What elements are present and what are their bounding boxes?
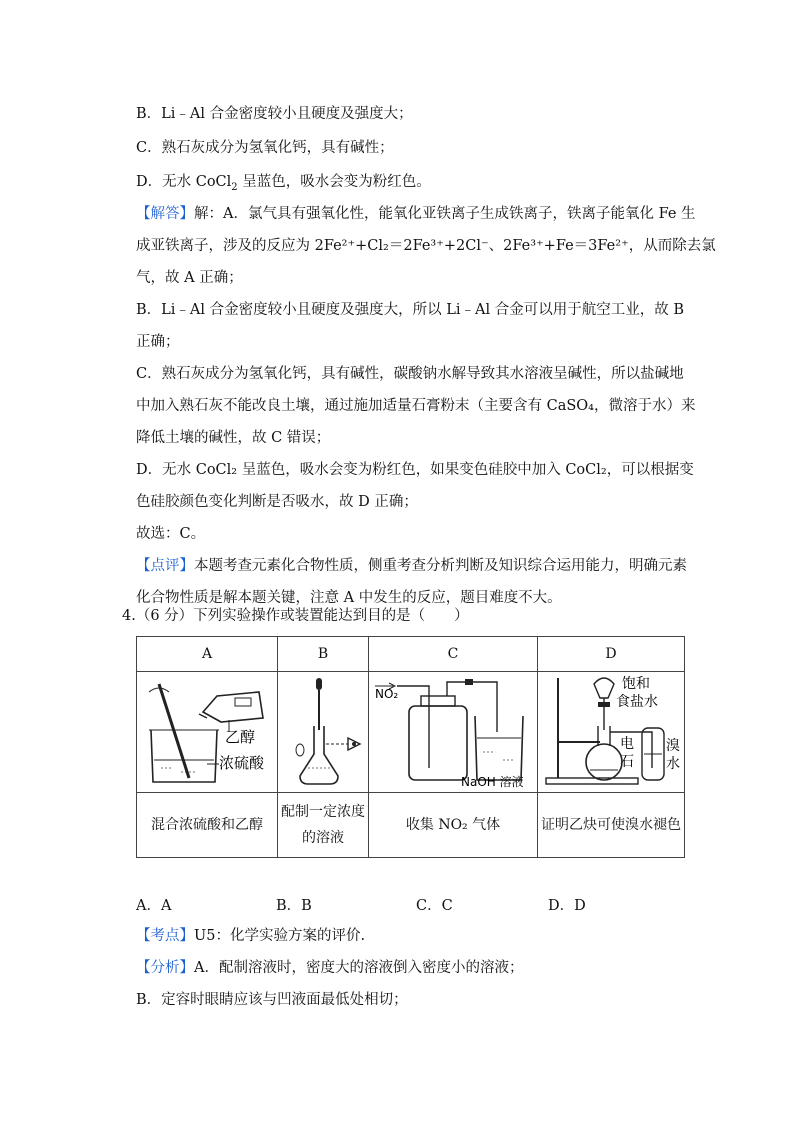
c-answer-line-2: 中加入熟石灰不能改良土壤，通过施加适量石膏粉末（主要含有 CaSO₄，微溶于水）来 <box>136 398 696 414</box>
dianping-line-2: 化合物性质是解本题关键，注意 A 中发生的反应，题目难度不大。 <box>136 590 562 606</box>
caption-a: 混合浓硫酸和乙醇 <box>137 793 278 858</box>
choice-a: A．A <box>136 898 172 914</box>
figure-d-label-5: 溴 <box>666 738 680 754</box>
c-answer-line-3: 降低土壤的碱性，故 C 错误； <box>136 430 331 446</box>
header-d: D <box>538 637 685 672</box>
d-answer-line-2: 色硅胶颜色变化判断是否吸水，故 D 正确； <box>136 494 418 510</box>
caption-d: 证明乙炔可使溴水褪色 <box>538 793 685 858</box>
figure-d-label-2: 食盐水 <box>616 694 658 710</box>
d-answer-line-1: D．无水 CoCl₂ 呈蓝色，吸水会变为粉红色，如果变色硅胶中加入 CoCl₂，可以根据变 <box>136 462 694 478</box>
caption-b-line-1: 配制一定浓度 <box>281 804 365 820</box>
fenxi-tag: 【分析】 <box>136 960 194 976</box>
caption-c: 收集 NO₂ 气体 <box>369 793 538 858</box>
figure-b-apparatus <box>278 672 368 788</box>
figure-a-label-ethanol: 乙醇 <box>225 728 256 746</box>
fenxi-line-2: B．定容时眼睛应该与凹液面最低处相切； <box>136 992 408 1008</box>
question-table <box>136 636 685 858</box>
jieda-line-2: 成亚铁离子，涉及的反应为 2Fe²⁺+Cl₂＝2Fe³⁺+2Cl⁻、2Fe³⁺+Fe＝3Fe²⁺，从而除去氯 <box>136 238 716 254</box>
header-b: B <box>278 637 369 672</box>
figure-c-cell <box>369 672 538 793</box>
dianping-line-1 <box>136 556 696 576</box>
question-stem: 4.（6 分）下列实验操作或装置能达到目的是（ ） <box>122 608 469 624</box>
figure-d-label-4: 石 <box>620 754 634 770</box>
header-a: A <box>137 637 278 672</box>
figure-a-label-acid: 浓硫酸 <box>219 754 265 772</box>
figure-a-apparatus <box>137 672 277 788</box>
kaodian-text: U5：化学实验方案的评价. <box>194 928 366 944</box>
jieda-line-1 <box>136 204 696 224</box>
dianping-tag: 【点评】 <box>136 558 194 574</box>
option-d-sub: 2 <box>231 181 238 193</box>
caption-b-line-2: 的溶液 <box>302 830 344 846</box>
fenxi-text-1: A．配制溶液时，密度大的溶液倒入密度小的溶液； <box>194 960 524 976</box>
jieda-tag: 【解答】 <box>136 206 194 222</box>
kaodian-line <box>136 926 696 946</box>
header-c: C <box>369 637 538 672</box>
kaodian-tag: 【考点】 <box>136 928 194 944</box>
option-b-line: B．Li﹣Al 合金密度较小且硬度及强度大； <box>136 106 413 122</box>
option-d-line <box>136 172 696 192</box>
figure-c-label-gas: NO₂ <box>375 687 399 701</box>
figure-c-apparatus <box>369 672 537 788</box>
jieda-line-3: 气，故 A 正确； <box>136 270 243 286</box>
figure-d-apparatus <box>538 672 684 788</box>
figure-d-label-1: 饱和 <box>622 676 650 692</box>
choice-d: D．D <box>548 898 586 914</box>
c-answer-line-1: C．熟石灰成分为氢氧化钙，具有碱性，碳酸钠水解导致其水溶液呈碱性，所以盐碱地 <box>136 366 684 382</box>
fenxi-line-1 <box>136 958 696 978</box>
b-answer-line-1: B．Li﹣Al 合金密度较小且硬度及强度大，所以 Li﹣Al 合金可以用于航空工业，故 B <box>136 302 684 318</box>
figure-d-label-6: 水 <box>666 756 680 772</box>
option-d-pre: D．无水 CoCl <box>136 174 232 190</box>
figure-d-cell <box>538 672 685 793</box>
figure-b-cell <box>278 672 369 793</box>
figure-d-label-3: 电 <box>620 736 634 752</box>
caption-b <box>278 793 369 858</box>
b-answer-line-2: 正确； <box>136 334 180 350</box>
option-c-line: C．熟石灰成分为氢氧化钙，具有碱性； <box>136 140 394 156</box>
jieda-text-1: 解：A．氯气具有强氧化性，能氧化亚铁离子生成铁离子，铁离子能氧化 Fe 生 <box>194 206 696 222</box>
choice-c: C．C <box>416 898 453 914</box>
figure-a-cell <box>137 672 278 793</box>
dianping-text-1: 本题考查元素化合物性质，侧重考查分析判断及知识综合运用能力，明确元素 <box>194 558 687 574</box>
option-d-post: 呈蓝色，吸水会变为粉红色。 <box>237 174 431 190</box>
gu-xuan-line: 故选：C。 <box>136 526 206 542</box>
figure-c-label-liquid: NaOH 溶液 <box>461 775 524 788</box>
choice-b: B．B <box>276 898 312 914</box>
